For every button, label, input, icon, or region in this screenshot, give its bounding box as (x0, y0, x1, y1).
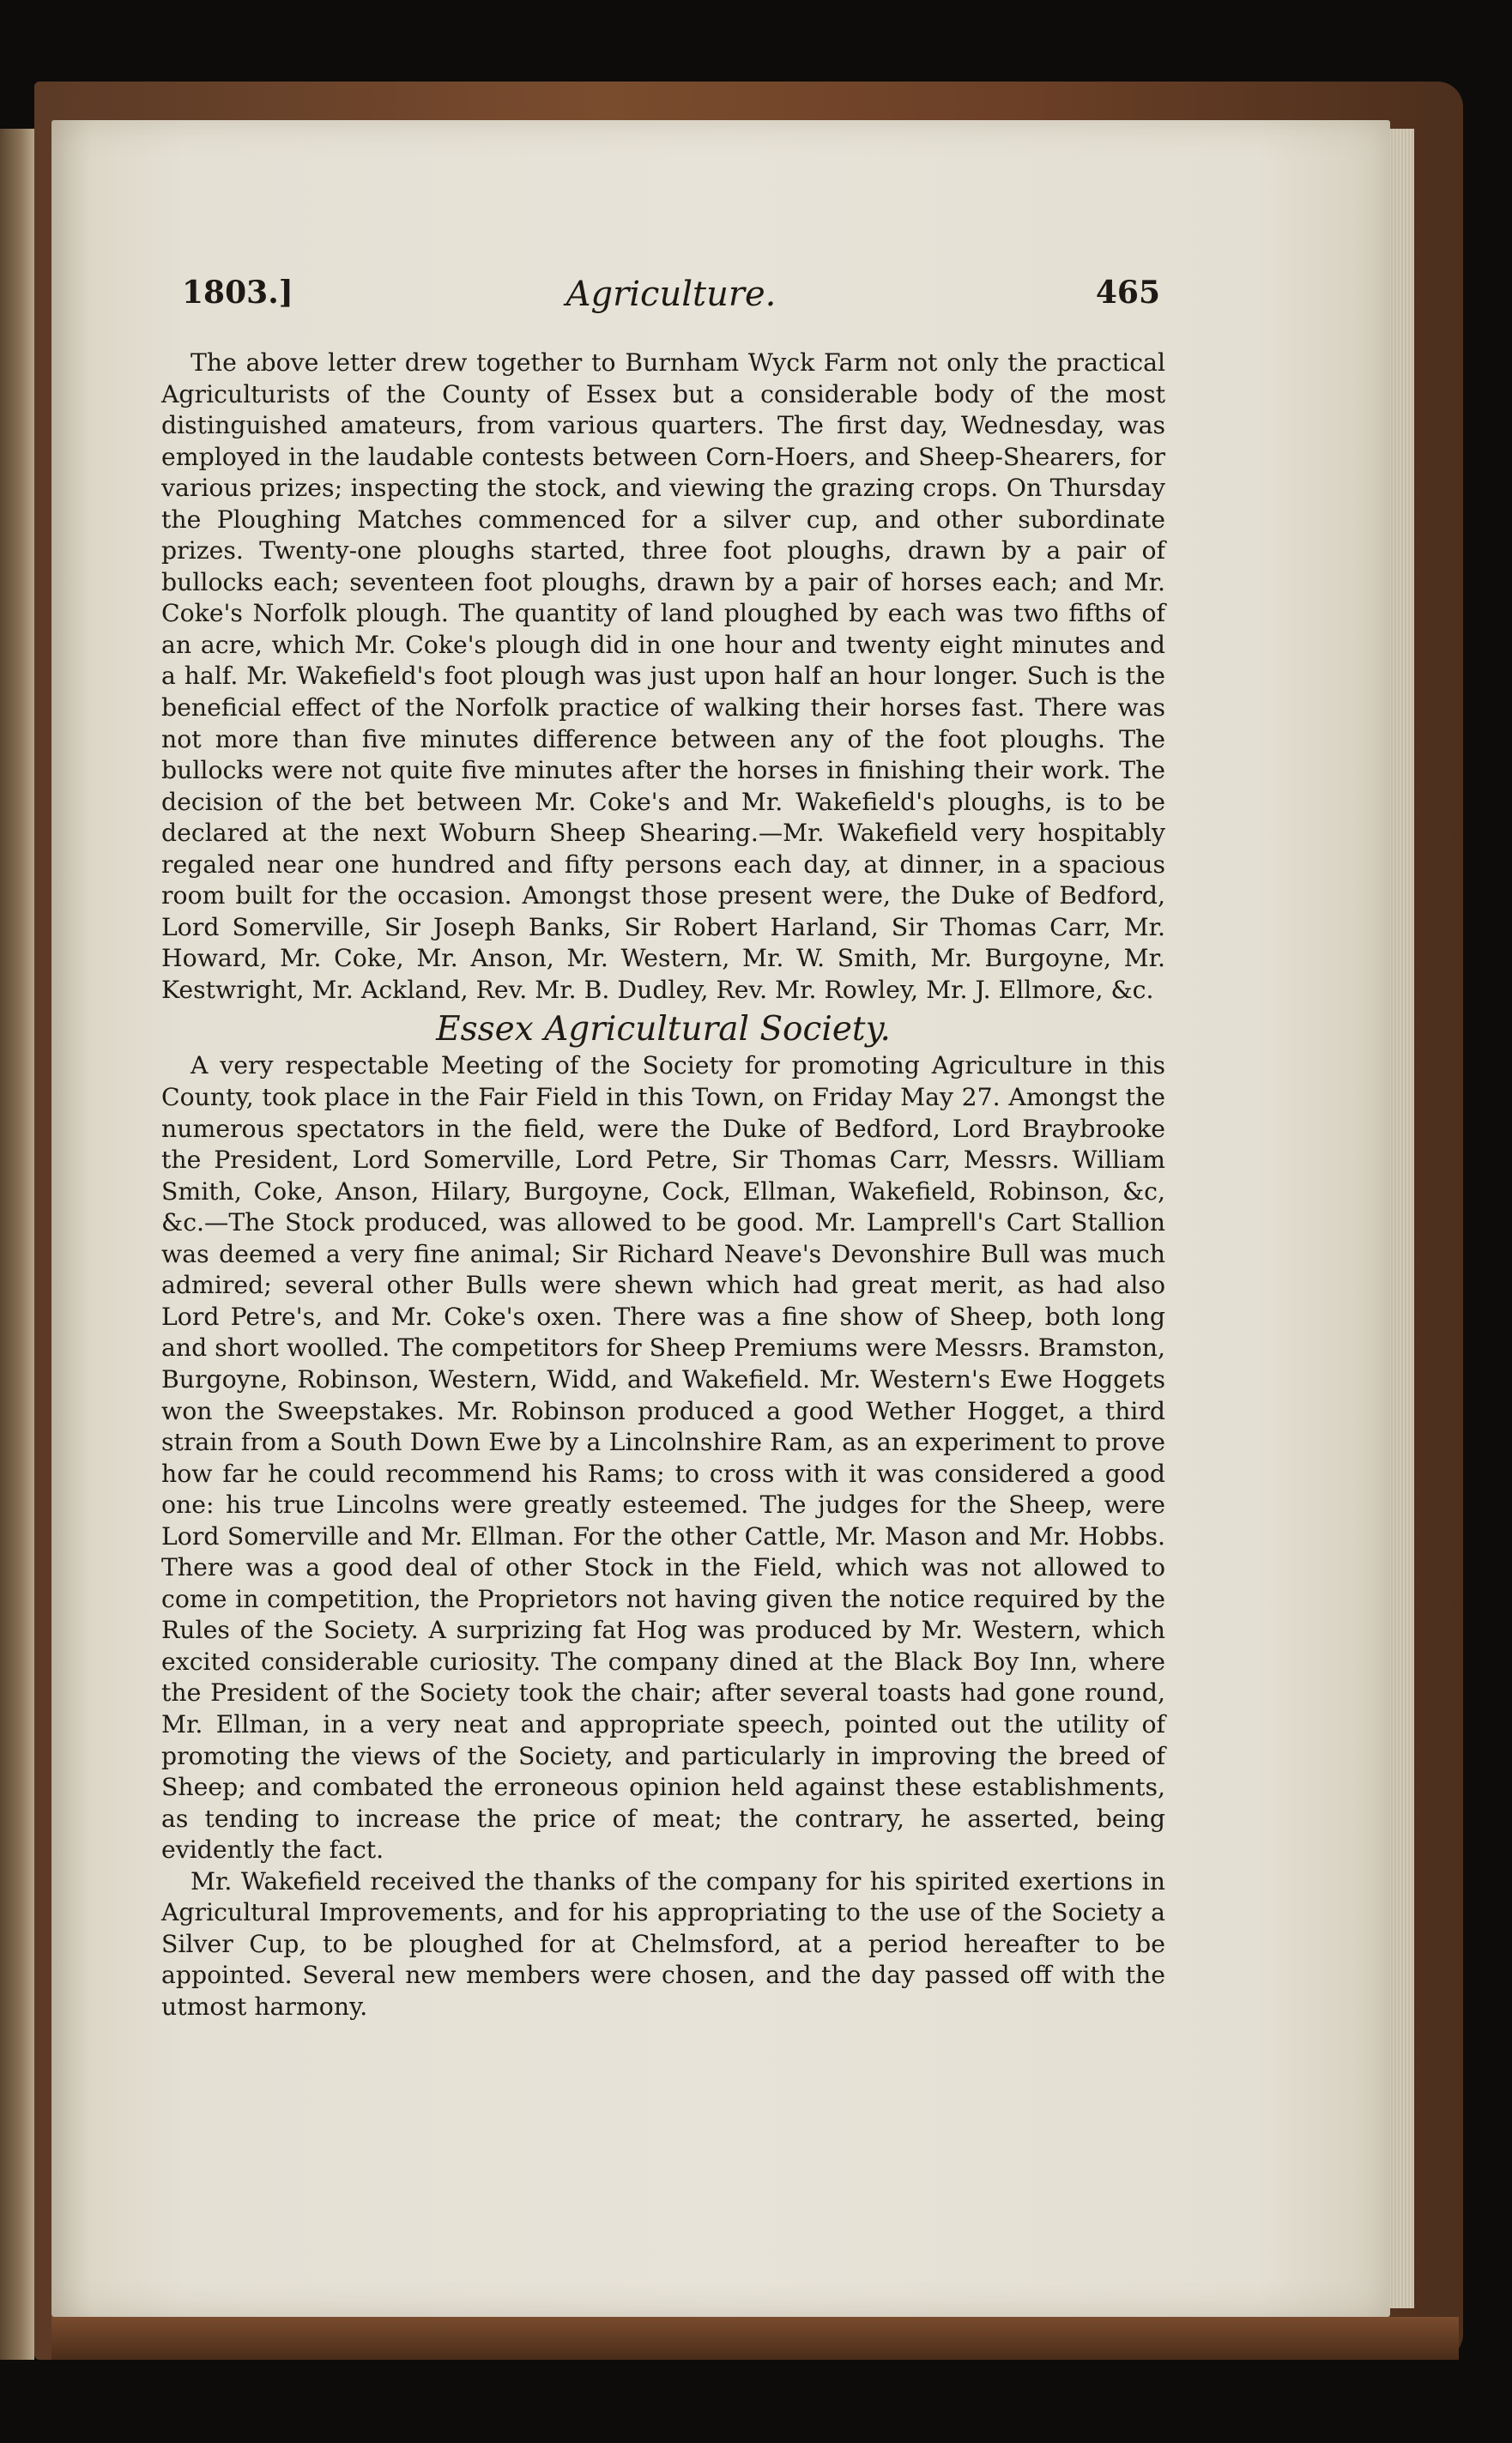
page-edges (1390, 129, 1414, 2308)
section-heading: Essex Agricultural Society. (436, 1010, 891, 1049)
left-page-edge (0, 129, 34, 2360)
paragraph-burnham-wyck: The above letter drew together to Burnham Wyck Farm not only the practical Agriculturists of the County of Essex but a considerable body of the most distinguished amateurs, from various quarters. The first day, Wednesday, was employed in the laudable contests between Corn-Hoers, and Sheep-Shearers, for various prizes; inspecting the stock, and viewing the grazing crops. On Thursday the Ploughing Matches commenced for a silver cup, and other subordinate prizes. Twenty-one ploughs started, three foot ploughs, drawn by a pair of bullocks each; seventeen foot ploughs, drawn by a pair of horses each; and Mr. Coke's Norfolk plough. The quantity of land ploughed by each was two fifths of an acre, which Mr. Coke's plough did in one hour and twenty eight minutes and a half. Mr. Wakefield's foot plough was just upon half an hour longer. Such is the beneficial effect of the Norfolk practice of walking their horses fast. There was not more than five minutes difference between any of the foot ploughs. The bullocks were not quite five minutes after the horses in finishing their work. The decision of the bet between Mr. Coke's and Mr. Wakefield's ploughs, is to be declared at the next Woburn Sheep Shearing.—Mr. Wakefield very hospitably regaled near one hundred and fifty persons each day, at dinner, in a spacious room built for the occasion. Amongst those present were, the Duke of Bedford, Lord Somerville, Sir Joseph Banks, Sir Robert Harland, Sir Thomas Carr, Mr. Howard, Mr. Coke, Mr. Anson, Mr. Western, Mr. W. Smith, Mr. Burgoyne, Mr. Kestwright, Mr. Ackland, Rev. Mr. B. Dudley, Rev. Mr. Rowley, Mr. J. Ellmore, &c. (161, 348, 1165, 1004)
book-binding-bottom (51, 2317, 1459, 2360)
page-body (161, 348, 1165, 2023)
paragraph-essex-meeting: A very respectable Meeting of the Society for promoting Agriculture in this County, took place in the Fair Field in this Town, on Friday May 27. Amongst the numerous spectators in the field, were the Duke of Bedford, Lord Braybrooke the President, Lord Somerville, Lord Petre, Sir Thomas Carr, Messrs. William Smith, Coke, Anson, Hilary, Burgoyne, Cock, Ellman, Wakefield, Robinson, &c, &c.—The Stock produced, was allowed to be good. Mr. Lamprell's Cart Stallion was deemed a very fine animal; Sir Richard Neave's Devonshire Bull was much admired; several other Bulls were shewn which had great merit, as had also Lord Petre's, and Mr. Coke's oxen. There was a fine show of Sheep, both long and short woolled. The competitors for Sheep Premiums were Messrs. Bramston, Burgoyne, Robinson, Western, Widd, and Wakefield. Mr. Western's Ewe Hoggets won the Sweepstakes. Mr. Robinson produced a good Wether Hogget, a third strain from a South Down Ewe by a Lincolnshire Ram, as an experiment to prove how far he could recommend his Rams; to cross with it was considered a good one: his true Lincolns were greatly esteemed. The judges for the Sheep, were Lord Somerville and Mr. Ellman. For the other Cattle, Mr. Mason and Mr. Hobbs. There was a good deal of other Stock in the Field, which was not allowed to come in competition, the Proprietors not having given the notice required by the Rules of the Society. A surprizing fat Hog was produced by Mr. Western, which excited considerable curiosity. The company dined at the Black Boy Inn, where the President of the Society took the chair; after several toasts had gone round, Mr. Ellman, in a very neat and appropriate speech, pointed out the utility of promoting the views of the Society, and particularly in improving the breed of Sheep; and combated the erroneous opinion held against these establishments, as tending to increase the price of meat; the contrary, he asserted, being evidently the fact. (161, 1051, 1165, 1865)
header-title: Agriculture. (565, 275, 777, 314)
header-year: 1803.] (182, 275, 293, 311)
running-header (182, 275, 1160, 326)
page-number: 465 (1095, 275, 1160, 311)
paragraph-wakefield-thanks: Mr. Wakefield received the thanks of the company for his spirited exertions in Agricultural Improvements, and for his appropriating to the use of the Society a Silver Cup, to be ploughed for at Chelmsford, at a period hereafter to be appointed. Several new members were chosen, and the day passed off with the utmost harmony. (161, 1866, 1165, 2021)
